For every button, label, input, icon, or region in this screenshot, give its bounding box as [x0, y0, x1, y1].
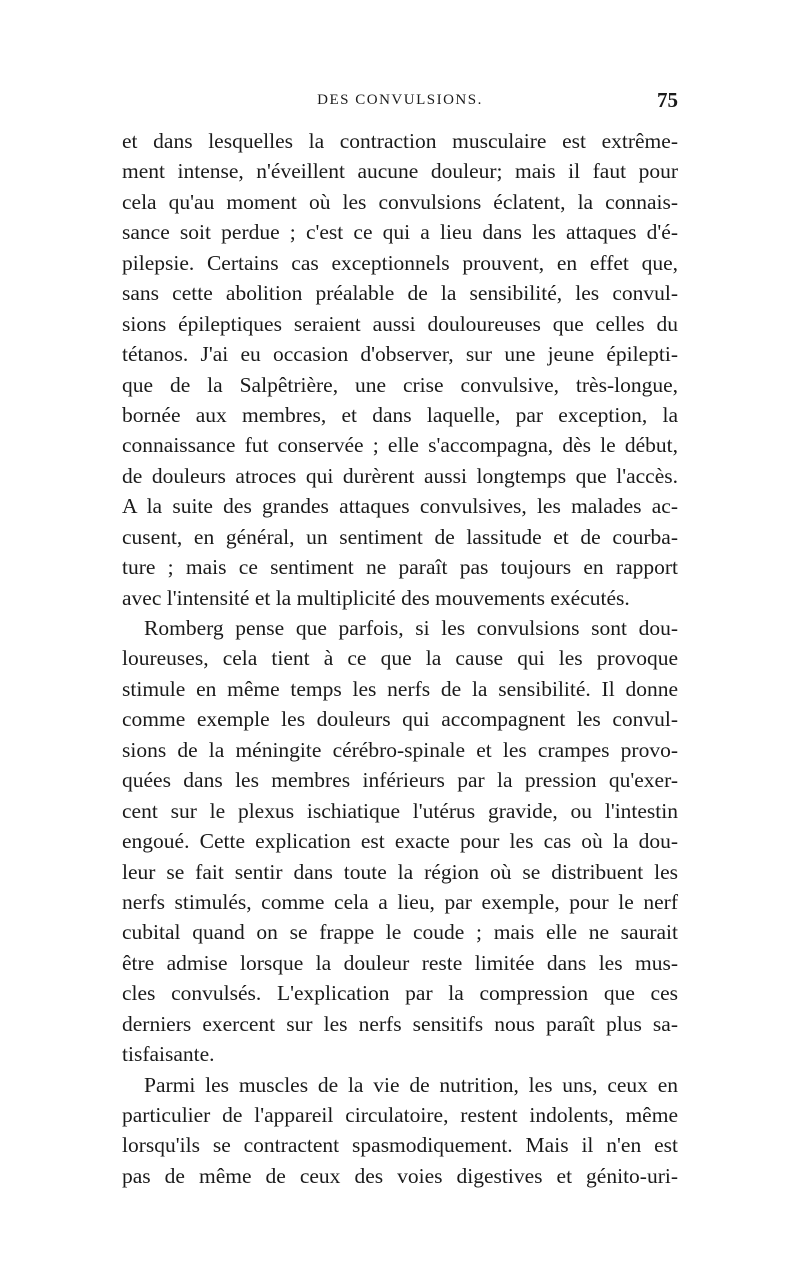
running-title: DES CONVULSIONS.	[317, 92, 483, 108]
text-line: quées dans les membres inférieurs par la pression qu'exer-	[122, 768, 678, 793]
text-line: lorsqu'ils se contractent spasmodiquement. Mais il n'en est	[122, 1133, 678, 1158]
text-line: cela qu'au moment où les convulsions éclatent, la connais-	[122, 189, 678, 214]
paragraph	[122, 126, 678, 613]
text-line: nerfs stimulés, comme cela a lieu, par exemple, pour le nerf	[122, 889, 678, 914]
text-line: stimule en même temps les nerfs de la sensibilité. Il donne	[122, 676, 678, 701]
text-line: et dans lesquelles la contraction musculaire est extrême-	[122, 129, 678, 153]
paragraph	[122, 613, 678, 1070]
text-line: engoué. Cette explication est exacte pour les cas où la dou-	[122, 829, 678, 854]
text-line: pas de même de ceux des voies digestives et génito-uri-	[122, 1163, 678, 1188]
text-line: cusent, en général, un sentiment de lassitude et de courba-	[122, 524, 678, 549]
text-line: leur se fait sentir dans toute la région où se distribuent les	[122, 859, 678, 884]
text-line: que de la Salpêtrière, une crise convulsive, très-longue,	[122, 372, 678, 397]
text-line: A la suite des grandes attaques convulsives, les malades ac-	[122, 494, 678, 519]
text-line: cles convulsés. L'explication par la compression que ces	[122, 981, 678, 1006]
text-line: bornée aux membres, et dans laquelle, par exception, la	[122, 402, 678, 427]
text-line: Parmi les muscles de la vie de nutrition, les uns, ceux en	[144, 1072, 678, 1097]
text-line: derniers exercent sur les nerfs sensitifs nous paraît plus sa-	[122, 1011, 678, 1036]
text-line: connaissance fut conservée ; elle s'accompagna, dès le début,	[122, 433, 678, 458]
text-line: sions épileptiques seraient aussi douloureuses que celles du	[122, 311, 678, 336]
running-head	[122, 88, 678, 118]
text-line: tétanos. J'ai eu occasion d'observer, sur une jeune épilepti-	[122, 342, 678, 367]
text-line: Romberg pense que parfois, si les convulsions sont dou-	[144, 616, 678, 640]
text-line: comme exemple les douleurs qui accompagnent les convul-	[122, 707, 678, 732]
text-line: particulier de l'appareil circulatoire, restent indolents, même	[122, 1103, 678, 1127]
body-text	[122, 126, 678, 1191]
text-line: sans cette abolition préalable de la sensibilité, les convul-	[122, 281, 678, 306]
text-line: ture ; mais ce sentiment ne paraît pas toujours en rapport	[122, 555, 678, 580]
page-number: 75	[657, 88, 678, 112]
text-line: sions de la méningite cérébro-spinale et les crampes provo-	[122, 737, 678, 762]
text-line: pilepsie. Certains cas exceptionnels prouvent, en effet que,	[122, 250, 678, 275]
text-line: avec l'intensité et la multiplicité des mouvements exécutés.	[122, 585, 630, 610]
text-line: être admise lorsque la douleur reste limitée dans les mus-	[122, 950, 678, 975]
text-line: de douleurs atroces qui durèrent aussi longtemps que l'accès.	[122, 463, 678, 488]
text-line: loureuses, cela tient à ce que la cause qui les provoque	[122, 646, 678, 671]
text-line: cent sur le plexus ischiatique l'utérus gravide, ou l'intestin	[122, 798, 678, 823]
text-line: cubital quand on se frappe le coude ; mais elle ne saurait	[122, 920, 678, 945]
text-line: sance soit perdue ; c'est ce qui a lieu dans les attaques d'é-	[122, 220, 678, 245]
text-line: tisfaisante.	[122, 1042, 215, 1067]
text-line: ment intense, n'éveillent aucune douleur; mais il faut pour	[122, 159, 678, 184]
paragraph	[122, 1070, 678, 1192]
